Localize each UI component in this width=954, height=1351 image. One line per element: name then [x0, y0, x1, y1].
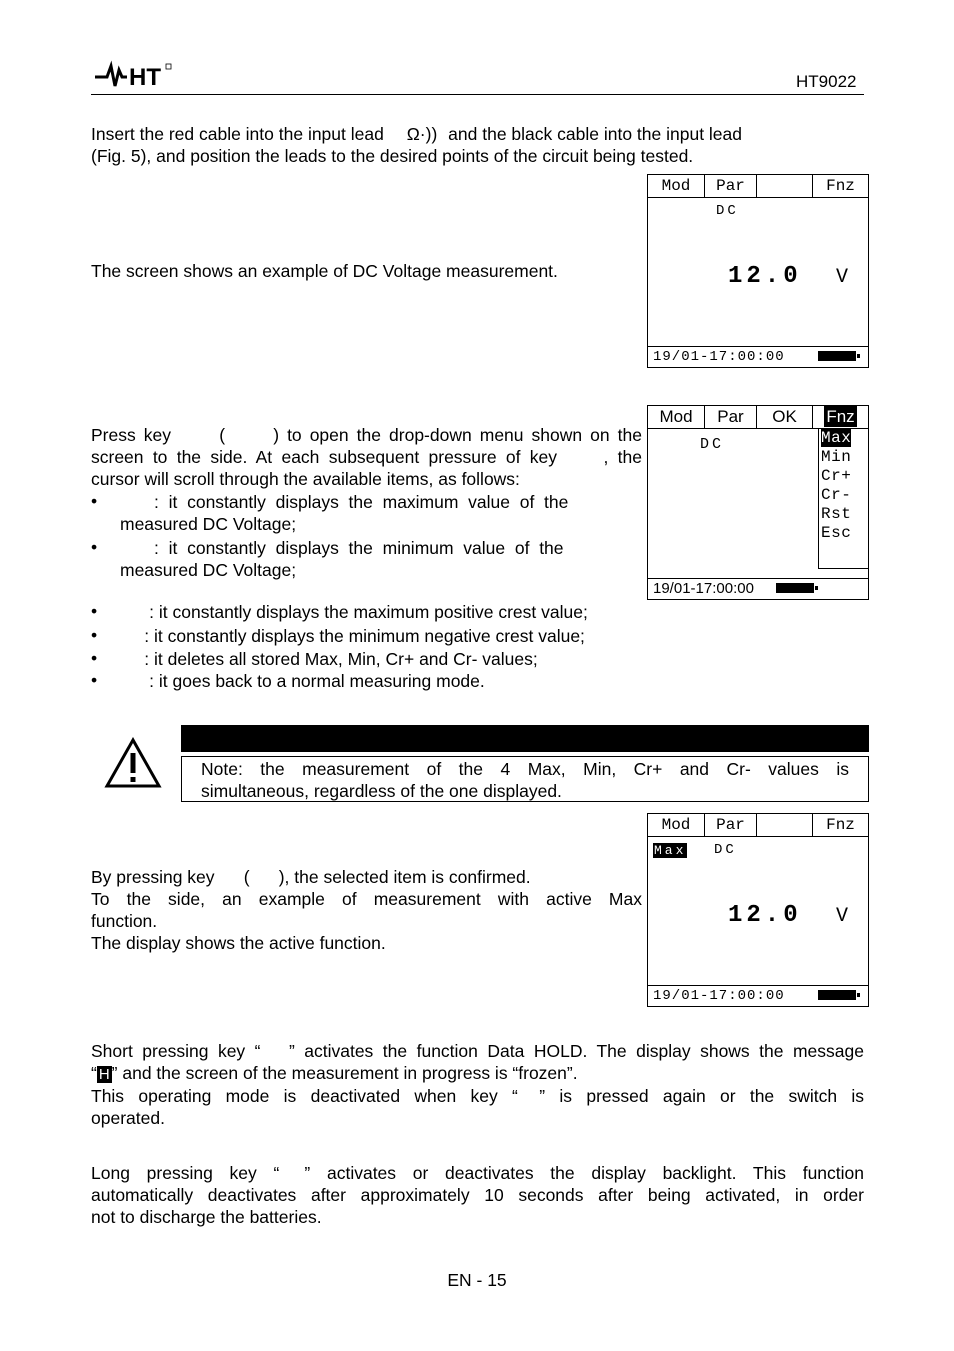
hold-text: ” and the screen of the measurement in progress is “frozen”.	[111, 1063, 578, 1083]
menu-item-esc: Esc	[821, 524, 852, 542]
screen-example-text: The screen shows an example of DC Voltage measurement.	[91, 261, 558, 281]
lcd-footer	[648, 578, 868, 599]
bullet-esc: : it goes back to a normal measuring mode.	[120, 671, 485, 691]
hold-line-2	[91, 1062, 578, 1086]
confirm-line-2: To the side, an example of measurement with active Max	[91, 889, 642, 909]
tab-fnz-selected	[813, 406, 868, 428]
bullet-min-a: : it constantly displays the minimum value of the	[120, 538, 564, 558]
menu-item-crplus: Cr+	[821, 467, 852, 485]
bullet-dot: •	[91, 537, 98, 557]
bullet-min-b: measured DC Voltage;	[120, 560, 297, 580]
menu-text-1: Press key ( ) to open the drop-down menu shown on the	[91, 425, 642, 445]
bullet-dot: •	[91, 601, 98, 621]
menu-text-3: cursor will scroll through the available items, as follows:	[91, 469, 520, 489]
tab-fnz: Fnz	[826, 816, 855, 834]
measured-value: 12.0	[728, 902, 802, 929]
confirm-line-1: By pressing key ( ), the selected item is confirmed.	[91, 867, 531, 887]
tab-mod: Mod	[648, 175, 705, 197]
note-line-1: Note: the measurement of the 4 Max, Min, Cr+ and Cr- values is	[201, 759, 849, 779]
menu-item-crminus: Cr-	[821, 486, 852, 504]
bullet-crplus: : it constantly displays the maximum positive crest value;	[120, 602, 588, 622]
hold-line-4: operated.	[91, 1108, 165, 1128]
logo-text: HT	[129, 64, 161, 90]
tab-par: Par	[705, 814, 757, 836]
hold-line-3: This operating mode is deactivated when key “ ” is pressed again or the switch is	[91, 1086, 864, 1106]
quote-open: “	[91, 1063, 97, 1083]
lcd-tabs	[648, 814, 868, 837]
datetime: 19/01-17:00:00	[653, 580, 754, 597]
intro-line-1	[91, 123, 864, 145]
tab-empty	[757, 814, 813, 836]
caution-bar	[181, 725, 869, 752]
mode-label: DC	[716, 203, 739, 219]
page-number: EN - 15	[447, 1270, 507, 1290]
header-divider	[91, 94, 864, 95]
confirm-line-4: The display shows the active function.	[91, 933, 386, 953]
hold-indicator: H	[98, 1066, 110, 1083]
menu-text-2: screen to the side. At each subsequent pressure of key , the	[91, 447, 642, 467]
tab-par: Par	[705, 175, 757, 197]
bullet-dot: •	[91, 625, 98, 645]
bullet-crminus: : it constantly displays the minimum negative crest value;	[120, 626, 585, 646]
unit-label: V	[836, 905, 849, 928]
unit-label: V	[836, 266, 849, 289]
intro-text-a: Insert the red cable into the input lead	[91, 124, 384, 144]
bullet-max-a: : it constantly displays the maximum value of the	[120, 492, 569, 512]
datetime: 19/01-17:00:00	[653, 349, 785, 365]
hold-line-1: Short pressing key “ ” activates the function Data HOLD. The display shows the message	[91, 1041, 864, 1061]
intro-text-b: and the black cable into the input lead	[448, 124, 742, 144]
function-menu	[818, 429, 869, 569]
lcd-screen-max	[647, 813, 869, 1007]
measured-value: 12.0	[728, 263, 802, 290]
lcd-tabs	[648, 175, 868, 198]
lcd-footer	[648, 346, 868, 367]
lcd-tabs	[648, 406, 868, 429]
datetime: 19/01-17:00:00	[653, 988, 785, 1004]
warning-triangle-icon	[104, 737, 162, 789]
tab-mod: Mod	[648, 406, 705, 428]
backlight-line-3: not to discharge the batteries.	[91, 1207, 322, 1227]
confirm-line-3: function.	[91, 911, 158, 931]
battery-icon	[818, 990, 856, 1000]
note-box	[181, 756, 869, 802]
backlight-line-2: automatically deactivates after approximately 10 seconds after being activated, in order	[91, 1185, 864, 1205]
battery-icon	[776, 583, 814, 593]
battery-icon	[818, 351, 856, 361]
fnz-highlight: Fnz	[826, 407, 855, 426]
bullet-dot: •	[91, 670, 98, 690]
tab-ok: OK	[757, 406, 813, 428]
backlight-line-1: Long pressing key “ ” activates or deactivates the display backlight. This function	[91, 1163, 864, 1183]
lcd-screen-dc	[647, 174, 869, 368]
ht-logo	[93, 60, 173, 90]
mode-label: DC	[714, 842, 737, 858]
menu-item-rst: Rst	[821, 505, 852, 523]
tab-fnz: Fnz	[826, 177, 855, 195]
ohm-buzzer-icon: Ω·))	[406, 124, 438, 144]
model-label: HT9022	[796, 72, 857, 91]
menu-item-max: Max	[821, 429, 852, 447]
bullet-rst: : it deletes all stored Max, Min, Cr+ and Cr- values;	[120, 649, 538, 669]
menu-item-min: Min	[821, 448, 852, 466]
lcd-screen-menu	[647, 405, 869, 600]
max-badge: Max	[654, 843, 687, 858]
tab-mod: Mod	[648, 814, 705, 836]
bullet-max-b: measured DC Voltage;	[120, 514, 297, 534]
tab-empty	[757, 175, 813, 197]
lcd-footer	[648, 985, 868, 1006]
note-line-2: simultaneous, regardless of the one displayed.	[201, 781, 562, 801]
tab-par: Par	[705, 406, 757, 428]
intro-line-2: (Fig. 5), and position the leads to the desired points of the circuit being tested.	[91, 146, 694, 166]
bullet-dot: •	[91, 648, 98, 668]
mode-label: DC	[700, 436, 725, 453]
bullet-dot: •	[91, 491, 98, 511]
